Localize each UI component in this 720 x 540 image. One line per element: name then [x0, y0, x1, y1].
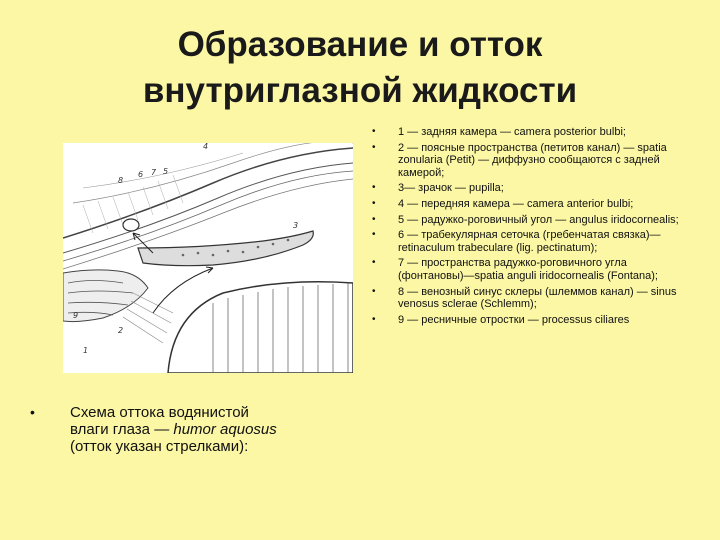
caption-bullet: • — [30, 404, 35, 420]
title-line-1: Образование и отток — [177, 25, 543, 64]
eye-diagram-svg — [63, 143, 353, 373]
legend-item — [368, 142, 688, 180]
legend-item — [368, 286, 688, 311]
legend-bullet: • — [372, 197, 376, 209]
legend-item — [368, 314, 688, 327]
legend-bullet: • — [372, 213, 376, 225]
figure-caption — [30, 404, 330, 455]
caption-line-2 — [70, 421, 330, 438]
legend-bullet: • — [372, 257, 376, 269]
legend-bullet: • — [372, 126, 376, 137]
title-line-2: внутриглазной жидкости — [142, 71, 578, 110]
figure-label-6: 6 — [138, 170, 144, 179]
legend-bullet: • — [372, 141, 376, 153]
legend-item — [368, 229, 688, 254]
legend-item — [368, 214, 688, 227]
anatomy-illustration — [63, 143, 353, 373]
legend-bullet: • — [372, 285, 376, 297]
caption-line-3: (отток указан стрелками): — [70, 438, 249, 455]
legend-item — [368, 198, 688, 211]
legend-item-text: 4 — передняя камера — camera anterior bulbi; — [398, 197, 634, 210]
figure-label-4: 4 — [203, 143, 209, 151]
legend-bullet: • — [372, 313, 376, 325]
legend-item-text: 8 — венозный синус склеры (шлеммов канал) — sinus venosus sclerae (Schlemm); — [398, 285, 677, 311]
legend-item — [368, 257, 688, 282]
figure-label-9: 9 — [73, 311, 79, 320]
figure-label-5: 5 — [163, 167, 169, 176]
caption-latin-term: humor aquosus — [173, 421, 277, 438]
legend-item-text: 9 — ресничные отростки — processus ciliares — [398, 313, 630, 326]
legend-list — [368, 126, 688, 329]
figure-label-8: 8 — [118, 176, 124, 185]
legend-item — [368, 126, 688, 139]
caption-line-2-prefix: влаги глаза — — [70, 421, 174, 438]
figure-label-3: 3 — [293, 221, 299, 230]
legend-bullet: • — [372, 229, 376, 241]
caption-line-1: Схема оттока водянистой — [70, 404, 249, 421]
legend-item-text: 7 — пространства радужко-роговичного угла (фонтановы)—spatia anguli iridocornealis (Fontana); — [398, 257, 658, 282]
legend-item-text: 1 — задняя камера — camera posterior bulbi; — [398, 126, 626, 138]
legend-item-text: 2 — поясные пространства (петитов канал) — spatia zonularia (Petit) — диффузно сообщаются с задней камерой; — [398, 141, 667, 179]
figure-label-1: 1 — [83, 346, 89, 355]
legend-item — [368, 182, 688, 195]
slide-title — [60, 22, 660, 114]
legend-item-text: 3— зрачок — pupilla; — [398, 182, 504, 195]
figure-label-2: 2 — [118, 326, 124, 335]
legend-item-text: 6 — трабекулярная сеточка (гребенчатая связка)—retinaculum trabeculare (lig. pectinatum); — [398, 229, 661, 254]
legend-bullet: • — [372, 182, 376, 194]
legend-item-text: 5 — радужко-роговичный угол — angulus iridocornealis; — [398, 213, 679, 226]
figure-label-7: 7 — [151, 168, 157, 177]
